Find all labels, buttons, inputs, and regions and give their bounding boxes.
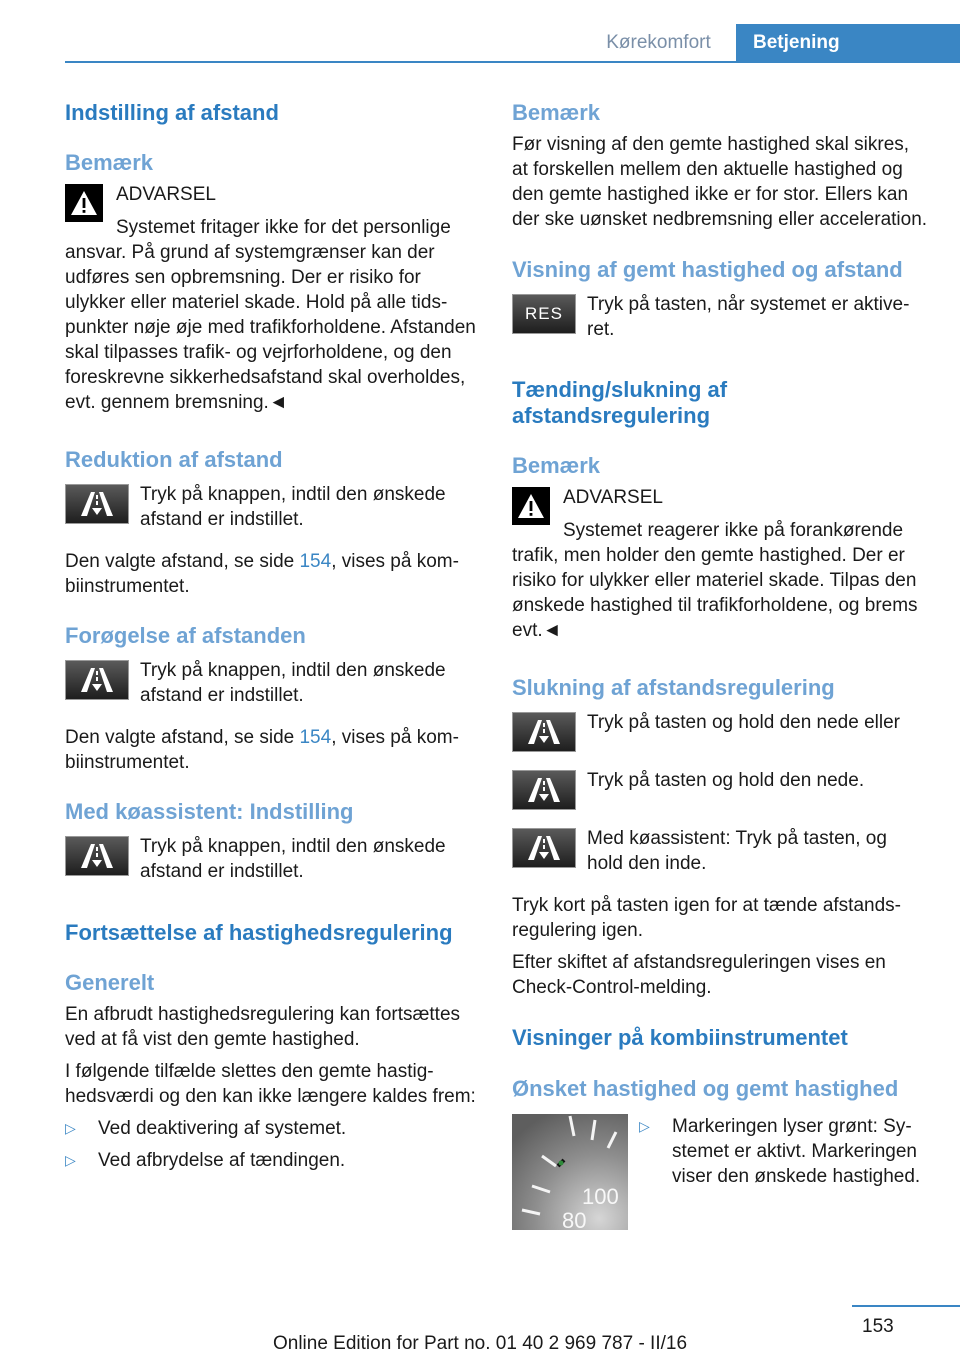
off-instruction-3: Med køassistent: Tryk på tasten, og hold den inde. — [587, 828, 887, 874]
increase-row — [65, 658, 477, 708]
reduce-note — [65, 549, 477, 599]
distance-button-icon — [512, 770, 576, 810]
warning-triangle-icon — [65, 184, 103, 222]
increase-note-text: Den valgte afstand, se side — [65, 727, 300, 748]
distance-button-icon — [65, 836, 129, 876]
off-instruction-1: Tryk på tasten og hold den nede eller — [587, 712, 900, 733]
res-row — [512, 292, 928, 342]
gauge-label-80: 80 — [562, 1208, 587, 1230]
warning-title: ADVARSEL — [116, 184, 216, 205]
header-rule — [65, 61, 960, 63]
gauge-label-100: 100 — [582, 1184, 619, 1209]
distance-button-icon — [512, 712, 576, 752]
triangle-bullet-icon: ▷ — [65, 1120, 76, 1136]
list-item — [65, 1148, 477, 1173]
queue-instruction: Tryk på knappen, indtil den ønskede afstand er indstillet. — [140, 836, 446, 882]
header-section-korekomfort: Kørekomfort — [606, 32, 711, 53]
heading-bemaerk: Bemærk — [512, 100, 601, 125]
speed-list — [639, 1114, 928, 1189]
reduce-note-text: Den valgte afstand, se side — [65, 551, 300, 572]
heading-slukning-af-afstandsregulering: Slukning af afstandsregulering — [512, 675, 835, 700]
heading-generelt: Generelt — [65, 970, 155, 995]
warning-triangle-icon — [512, 487, 550, 525]
list-item — [639, 1114, 928, 1189]
page-link-154[interactable]: 154 — [299, 727, 332, 748]
reduce-row — [65, 482, 477, 532]
res-button-label: RES — [525, 304, 563, 323]
queue-row — [65, 834, 477, 884]
speed-row — [512, 1114, 928, 1230]
heading-bemaerk-2: Bemærk — [512, 453, 601, 478]
res-instruction: Tryk på tasten, når systemet er aktiveret. — [587, 294, 910, 340]
list-item — [65, 1116, 477, 1141]
heading-reduktion-af-afstand: Reduktion af afstand — [65, 447, 283, 472]
distance-button-icon — [512, 828, 576, 868]
increase-note-text-end: , vises på kombiinstrumentet. — [65, 727, 459, 773]
page-number: 153 — [862, 1316, 894, 1337]
distance-button-icon — [65, 484, 129, 524]
warning-box — [512, 485, 928, 643]
heading-indstilling-af-afstand: Indstilling af afstand — [65, 100, 279, 125]
after-paragraph-1: Tryk kort på tasten igen for at tænde afstandsregulering igen. — [512, 895, 901, 941]
right-column — [512, 100, 928, 1230]
off-row-1 — [512, 710, 928, 752]
warning-text: Systemet reagerer ikke på forankørende trafik, men holder den gemte hastighed. Der er risiko for ulykker eller materiel skade. Tilpas den ønskede hastighed til trafikforholdene, og brems evt.◄ — [512, 520, 918, 641]
edition-footer: Online Edition for Part no. 01 40 2 969 787 - II/16 — [272, 1333, 688, 1354]
list-item-text: Markeringen lyser grønt: Systemet er aktivt. Markeringen viser den ønskede hastighed. — [672, 1116, 921, 1187]
off-row-2 — [512, 768, 928, 810]
note-paragraph: Før visning af den gemte hastighed skal sikres, at forskellen mellem den aktuelle hastighed og den gemte hastighed ikke er for stor. Ellers kan der ske uønsket nedbremsning eller acceleration. — [512, 134, 928, 230]
increase-note — [65, 725, 477, 775]
reduce-note-text-end: , vises på kombiinstrumentet. — [65, 551, 459, 597]
off-instruction-2: Tryk på tasten og hold den nede. — [587, 770, 865, 791]
distance-button-icon — [65, 660, 129, 700]
off-row-3 — [512, 826, 928, 876]
after-paragraph-2: Efter skiftet af afstandsreguleringen vises en Check-Control-melding. — [512, 952, 886, 998]
heading-fortsaettelse: Fortsættelse af hastighedsregulering — [65, 920, 453, 945]
triangle-bullet-icon: ▷ — [65, 1152, 76, 1168]
heading-visninger-pa-kombiinstrumentet: Visninger på kombiinstrumentet — [512, 1025, 848, 1050]
list-item-text: Ved afbrydelse af tændingen. — [98, 1150, 346, 1171]
warning-box — [65, 182, 477, 415]
left-column — [65, 100, 477, 1173]
speedometer-image — [512, 1114, 628, 1230]
page-header — [0, 0, 960, 62]
general-paragraph-1: En afbrudt hastighedsregulering kan fortsættes ved at få vist den gemte hastighed. — [65, 1004, 461, 1050]
heading-visning-af-gemt-hastighed: Visning af gemt hastighed og afstand — [512, 257, 903, 282]
general-paragraph-2: I følgende tilfælde slettes den gemte hastighedsværdi og den kan ikke længere kaldes frem: — [65, 1061, 476, 1107]
heading-onsket-hastighed: Ønsket hastighed og gemt hastighed — [512, 1076, 899, 1101]
heading-taending-slukning: Tænding/slukning af afstandsregulering — [512, 377, 728, 428]
header-section-betjening: Betjening — [736, 24, 960, 62]
heading-forogelse-af-afstanden: Forøgelse af afstanden — [65, 623, 306, 648]
delete-conditions-list — [65, 1116, 477, 1173]
footer-rule — [852, 1305, 960, 1307]
page-link-154[interactable]: 154 — [299, 551, 332, 572]
heading-bemaerk: Bemærk — [65, 150, 154, 175]
heading-med-koassistent: Med køassistent: Indstilling — [65, 799, 354, 824]
res-button-icon — [512, 294, 576, 334]
reduce-instruction: Tryk på knappen, indtil den ønskede afstand er indstillet. — [140, 484, 446, 530]
list-item-text: Ved deaktivering af systemet. — [98, 1118, 347, 1139]
triangle-bullet-icon: ▷ — [639, 1118, 650, 1134]
warning-title: ADVARSEL — [563, 487, 663, 508]
warning-text: Systemet fritager ikke for det personlige ansvar. På grund af systemgrænser kan der udføres sen opbremsning. Der er risiko for ulykker eller materiel skade. Hold på alle tidspunkter nøje øje med trafikforholdene. Afstanden skal tilpasses trafik- og vejrforholdene, og den foreskrevne sikkerhedsafstand skal overholdes, evt. gennem bremsning.◄ — [65, 217, 476, 413]
increase-instruction: Tryk på knappen, indtil den ønskede afstand er indstillet. — [140, 660, 446, 706]
